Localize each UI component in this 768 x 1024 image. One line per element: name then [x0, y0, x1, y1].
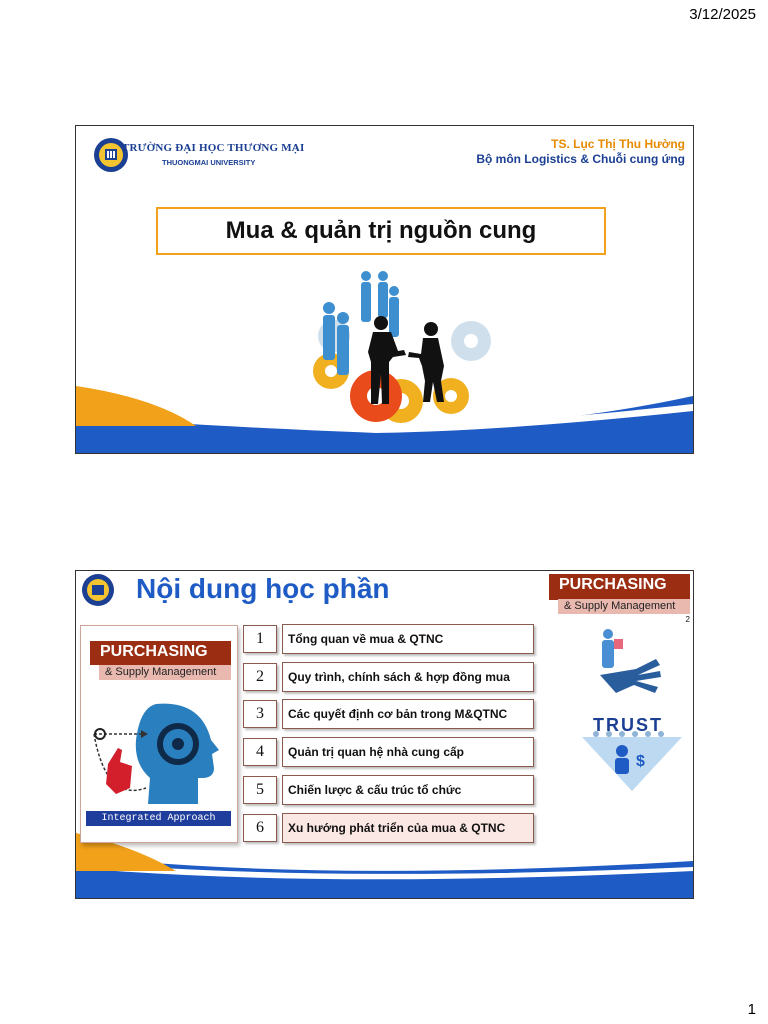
department-name: Bộ môn Logistics & Chuỗi cung ứng [476, 152, 685, 166]
list-item-2: Quy trình, chính sách & hợp đồng mua [282, 662, 534, 692]
purchasing-panel [80, 625, 238, 843]
university-name: TRƯỜNG ĐẠI HỌC THƯƠNG MẠI [122, 142, 305, 154]
head-gear-icon [86, 692, 234, 810]
list-item-6: Xu hướng phát triển của mua & QTNC [282, 813, 534, 843]
item-number-5: 5 [243, 776, 277, 804]
decision-arrows-icon [600, 629, 661, 693]
item-number-1: 1 [243, 625, 277, 653]
item-number-3: 3 [243, 700, 277, 728]
svg-text:$: $ [636, 753, 645, 770]
trust-icon [582, 731, 682, 791]
item-number-4: 4 [243, 738, 277, 766]
slide-2 [75, 570, 694, 899]
item-number-2: 2 [243, 663, 277, 691]
page-number: 1 [747, 1001, 756, 1018]
list-item-4: Quản trị quan hệ nhà cung cấp [282, 737, 534, 767]
purchasing-badge-sub: & Supply Management [558, 599, 690, 614]
university-logo-icon [82, 574, 114, 606]
slide-number: 2 [685, 615, 690, 624]
list-item-1: Tổng quan về mua & QTNC [282, 624, 534, 654]
panel-purchasing-label: PURCHASING [90, 641, 231, 665]
slide-1 [75, 125, 694, 454]
university-name-en: THUONGMAI UNIVERSITY [162, 158, 256, 167]
trust-label: TRUST [593, 715, 663, 735]
slide-title: Mua & quản trị nguồn cung [156, 207, 606, 255]
purchasing-badge: PURCHASING [549, 574, 690, 600]
author-name: TS. Lục Thị Thu Hường [551, 137, 685, 151]
integrated-approach-label: Integrated Approach [86, 811, 231, 826]
list-item-3: Các quyết định cơ bản trong M&QTNC [282, 699, 534, 729]
item-number-6: 6 [243, 814, 277, 842]
print-date: 3/12/2025 [689, 6, 756, 23]
list-item-5: Chiến lược & cấu trúc tổ chức [282, 775, 534, 805]
slide-title: Nội dung học phần [136, 573, 390, 604]
slide-1-background [76, 126, 693, 453]
orange-wave [76, 386, 196, 426]
panel-supply-label: & Supply Management [99, 665, 231, 680]
